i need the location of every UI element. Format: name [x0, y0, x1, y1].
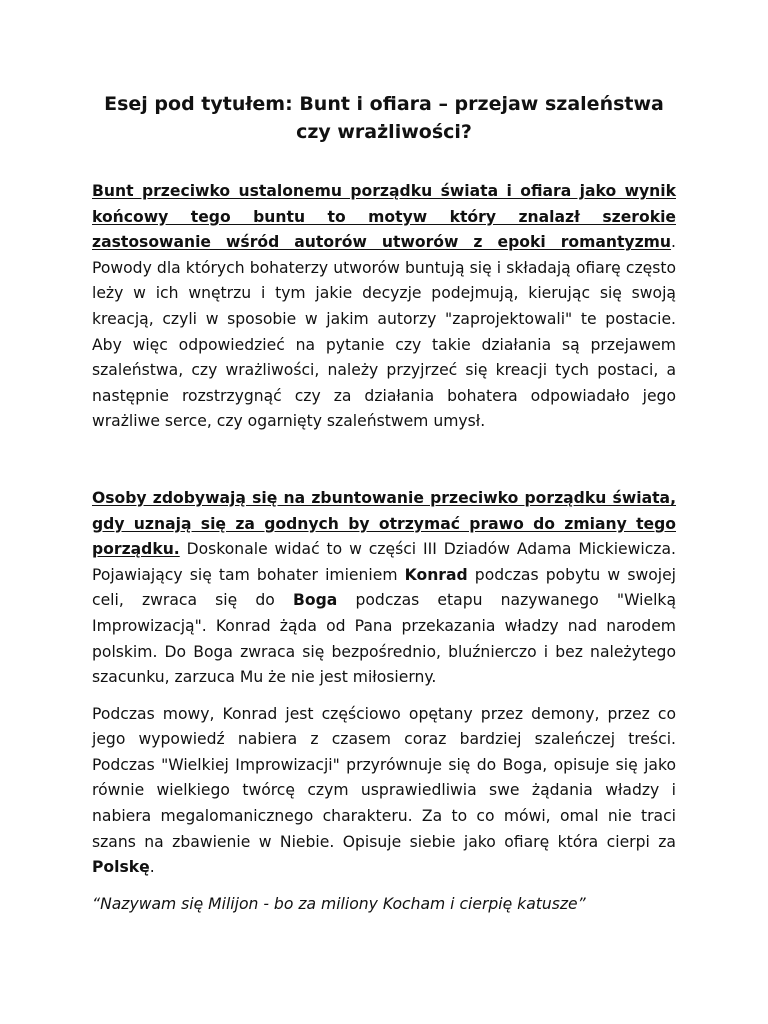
quote: “Nazywam się Milijon - bo za miliony Kocham i cierpię katusze”	[92, 894, 586, 913]
paragraph-improwizacja-text-2: .	[149, 858, 155, 877]
thesis-underlined: Bunt przeciwko ustalonemu porządku świata i ofiara jako wynik końcowy tego buntu to motyw który znalazł szerokie zastosowanie wśród autorów utworów z epoki romantyzmu	[92, 182, 676, 252]
essay-title	[92, 90, 676, 146]
essay-title-line-1: Esej pod tytułem: Bunt i ofiara – przejaw szaleństwa	[104, 93, 664, 115]
paragraph-improwizacja-text-1: Podczas mowy, Konrad jest częściowo opętany przez demony, przez co jego wypowiedź nabiera z czasem coraz bardziej szaleńczej treści. Podczas "Wielkiej Improwizacji" przyrównuje się do Boga, opisuje się jako równie wielkiego twórcę czym usprawiedliwia swe żądania władzy i nabiera megalomanicznego charakteru. Za to co mówi, omal nie traci szans na zbawienie w Niebie. Opisuje siebie jako ofiarę która cierpi za	[92, 704, 676, 851]
paragraph-konrad-text-1: Doskonale widać to w części III Dziadów Adama Mickiewicza. Pojawiający się tam bohater imieniem	[92, 540, 676, 584]
essay-title-line-2: czy wrażliwości?	[296, 121, 472, 143]
paragraph-improwizacja	[92, 702, 676, 881]
paragraph-konrad-text-3: podczas etapu nazywanego "Wielką Improwizacją". Konrad żąda od Pana przekazania władzy nad narodem polskim. Do Boga zwraca się bezpośrednio, bluźnierczo i bez należytego szacunku, zarzuca Mu że nie jest miłosierny.	[92, 591, 676, 687]
bold-konrad: Konrad	[404, 565, 468, 584]
argument-underlined: Osoby zdobywają się na zbuntowanie przeciwko porządku świata, gdy uznają się za godnych by otrzymać prawo do zmiany tego porządku.	[92, 488, 676, 559]
paragraph-konrad	[92, 486, 676, 691]
paragraph-intro-text: . Powody dla których bohaterzy utworów buntują się i składają ofiarę często leży w ich wnętrzu i tym jakie decyzje podejmują, kierując się swoją kreacją, czyli w sposobie w jakim autorzy "zaprojektowali" te postacie. Aby więc odpowiedzieć na pytanie czy takie działania są przejawem szaleństwa, czy wrażliwości, należy przyjrzeć się kreacji tych postaci, a następnie rozstrzygnąć czy za działania bohatera odpowiadało jego wrażliwe serce, czy ogarnięty szaleństwem umysł.	[92, 233, 676, 431]
bold-boga: Boga	[293, 591, 338, 610]
bold-polske: Polskę	[92, 858, 150, 877]
paragraph-intro	[92, 179, 676, 435]
paragraph-konrad-text-2: podczas pobytu w swojej celi, zwraca się do	[92, 565, 676, 610]
